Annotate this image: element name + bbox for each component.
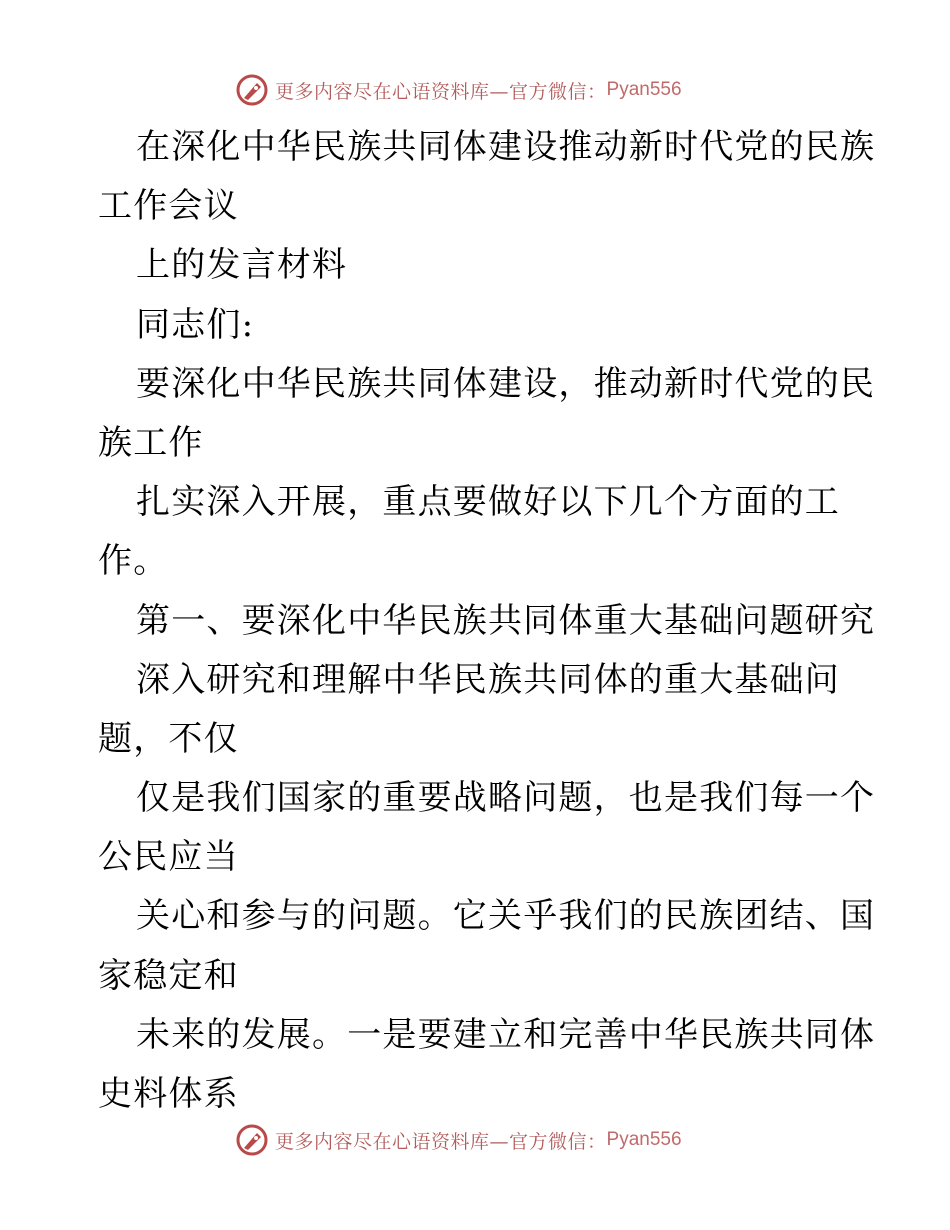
text-line: 家稳定和	[98, 955, 239, 996]
text-line: 未来的发展。一是要建立和完善中华民族共同体	[136, 1014, 876, 1055]
text-line: 关心和参与的问题。它关乎我们的民族团结、国	[136, 896, 876, 937]
text-line: 史料体系	[98, 1074, 239, 1114]
text-line: 公民应当	[98, 837, 239, 878]
document-body	[98, 118, 876, 1124]
text-line: 扎实深入开展，重点要做好以下几个方面的工	[136, 482, 840, 523]
text-line: 上的发言材料	[136, 245, 348, 286]
text-line: 深入研究和理解中华民族共同体的重大基础问	[136, 659, 840, 700]
banner-wechat-id: Pyan556	[606, 1129, 682, 1150]
pen-nib-logo-icon	[235, 1123, 269, 1157]
banner-text: 更多内容尽在心语资料库—官方微信：	[275, 80, 607, 103]
text-line: 作。	[98, 541, 169, 582]
text-line: 同志们:	[136, 304, 255, 345]
header-watermark-banner	[0, 70, 950, 110]
text-line: 要深化中华民族共同体建设，推动新时代党的民	[136, 363, 876, 404]
text-line: 第一、要深化中华民族共同体重大基础问题研究	[136, 600, 876, 641]
text-line: 仅是我们国家的重要战略问题，也是我们每一个	[136, 778, 876, 819]
text-line: 族工作	[98, 422, 204, 463]
banner-text: 更多内容尽在心语资料库—官方微信：	[275, 1130, 607, 1153]
text-line: 在深化中华民族共同体建设推动新时代党的民族	[136, 127, 876, 167]
text-line: 工作会议	[98, 186, 239, 227]
pen-nib-logo-icon	[235, 73, 269, 107]
banner-wechat-id: Pyan556	[606, 79, 682, 100]
footer-watermark-banner	[0, 1120, 950, 1160]
text-line: 题，不仅	[98, 718, 239, 759]
